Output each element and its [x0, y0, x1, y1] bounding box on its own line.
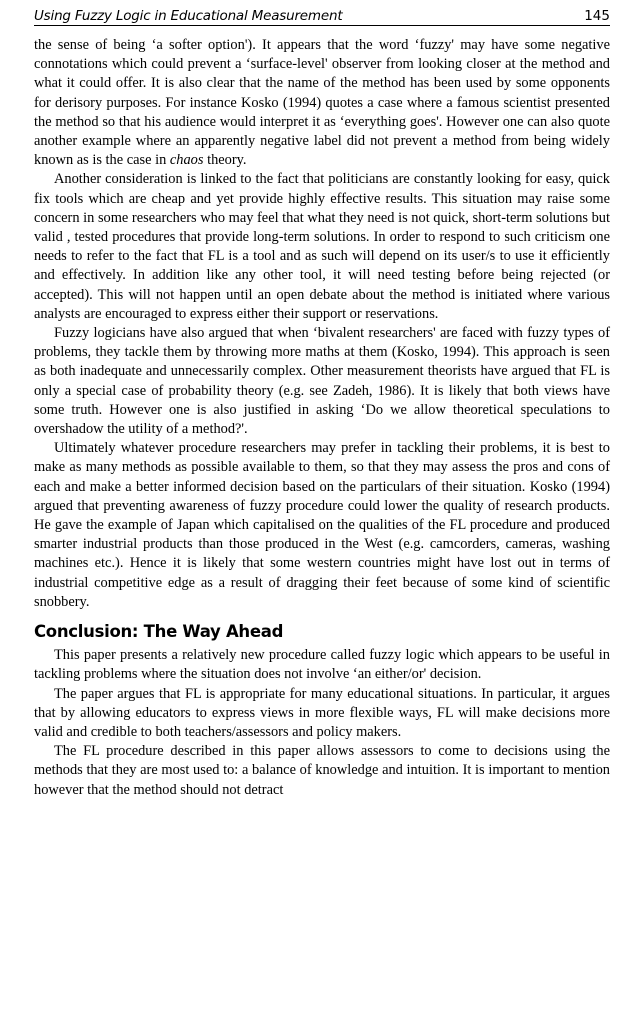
paragraph: The FL procedure described in this paper allows assessors to come to decisions using the methods that they are most used to: a balance of knowledge and intuition. It is important to mention however that the method should not detract	[34, 743, 610, 798]
paragraph-continued	[34, 36, 610, 170]
paragraph-text: the sense of being ‘a softer option'). It appears that the word ‘fuzzy' may have some negative connotations which could prevent a ‘surface-level' observer from looking closer at the method and what it could offer. It is also clear that the name of the method has been used by some opponents for derisory purposes. For instance Kosko (1994) quotes a case where a famous scientist presented the method so that his audience would interpret it as ‘everything goes'. However one can also quote another example where an apparently negative label did not prevent a method from being widely known as is the case in	[34, 37, 610, 169]
paragraph: Ultimately whatever procedure researchers may prefer in tackling their problems, it is best to make as many methods as possible available to them, so that they may assess the pros and cons of each and make a better informed decision based on the particulars of their situation. Kosko (1994) argued that preventing awareness of fuzzy procedure could lower the quality of research products. He gave the example of Japan which capitalised on the qualities of the FL procedure and produced smarter industrial products than those produced in the West (e.g. camcorders, cameras, washing machines etc.). Hence it is likely that some western countries might have lost out in terms of industrial competitive edge as a result of dragging their feet because of some kind of scientific snobbery.	[34, 440, 610, 610]
running-title: Using Fuzzy Logic in Educational Measurement	[34, 8, 343, 24]
paragraph: This paper presents a relatively new procedure called fuzzy logic which appears to be useful in tackling problems where the situation does not involve ‘an either/or' decision.	[34, 647, 610, 683]
paragraph: Fuzzy logicians have also argued that when ‘bivalent researchers' are faced with fuzzy types of problems, they tackle them by throwing more maths at them (Kosko, 1994). This approach is seen as both inadequate and unnecessarily complex. Other measurement theorists have argued that FL is only a special case of probability theory (e.g. see Zadeh, 1986). It is likely that both views have some truth. However one is also justified in asking ‘Do we allow theoretical speculations to overshadow the utility of a method?'.	[34, 325, 610, 438]
page-number: 145	[584, 8, 610, 24]
paragraph: Another consideration is linked to the fact that politicians are constantly looking for easy, quick fix tools which are cheap and yet provide highly effective results. This situation may raise some concern in some researchers who may feel that what they need is not quick, short-term solutions but valid , tested procedures that provide long-term solutions. In order to respond to such criticism one needs to refer to the fact that FL is a tool and as such will depend on its user/s to use it efficiently and effectively. In addition like any other tool, it will need testing before being rejected (or accepted). This will not happen until an open debate about the method is initiated where various analysts are encouraged to express either their support or reservations.	[34, 171, 610, 322]
running-header	[34, 5, 610, 26]
body-text	[34, 36, 610, 800]
section-heading: Conclusion: The Way Ahead	[34, 622, 284, 642]
paragraph: The paper argues that FL is appropriate for many educational situations. In particular, it argues that by allowing educators to express views in more flexible ways, FL will make decisions more valid and credible to both teachers/assessors and policy makers.	[34, 685, 610, 740]
italic-term: chaos	[169, 152, 204, 169]
paragraph-text-end: theory.	[203, 152, 247, 169]
